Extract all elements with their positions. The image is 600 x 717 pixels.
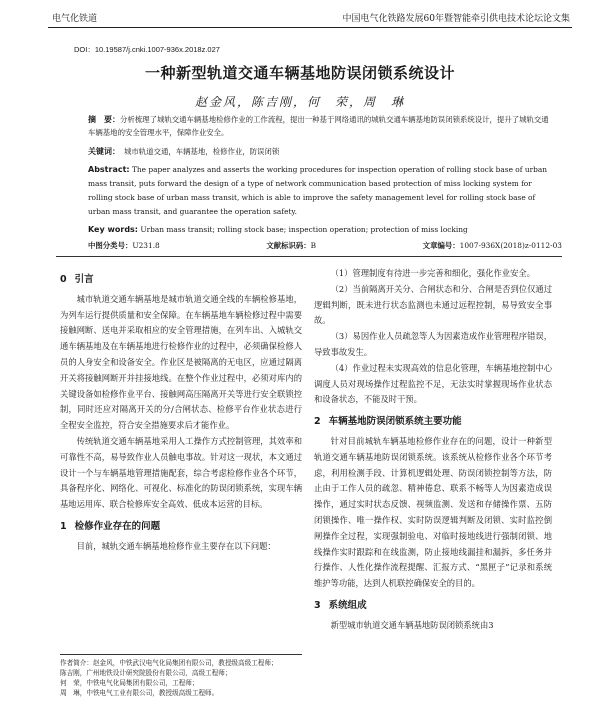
- keywords-en-text: Urban mass transit; rolling stock base; inspection operation; protection of miss locking: [140, 225, 468, 234]
- running-header: [52, 10, 570, 24]
- abstract-en-text: The paper analyzes and asserts the working procedures for inspection operation of rolling stock base of urban mass transit, puts forward the design of a type of network communication based protection of miss locking system for rolling stock base of urban mass transit, which is able to improve the safety management level for rolling stock base of urban mass transit, and guarantee the operation safety.: [88, 165, 548, 216]
- document-code: 文献标识码：B: [266, 241, 317, 250]
- footnote-line: 周 琳，中铁电气工业有限公司，教授级高级工程师。: [60, 689, 219, 697]
- abstract-divider: [56, 256, 562, 257]
- authors: 赵金风，陈吉刚，何 荣，周 琳: [194, 95, 405, 109]
- doi: DOI：10.19587/j.cnki.1007-936x.2018z.027: [74, 45, 220, 54]
- paragraph: 目前，城轨交通车辆基地检修作业主要存在以下问题：: [76, 540, 276, 551]
- paragraph: 传统轨道交通车辆基地采用人工操作方式控制管理，其效率和可靠性不高，易导致作业人员触电事故。针对这一现状，本文通过设计一个与车辆基地管理措施配套，综合考虑检修作业各个环节，具备程序化、网络化、可视化、标准化的防误闭锁系统，实现车辆基地运用库、联合检修库安全高效、低成本运营的目标。: [60, 435, 302, 510]
- left-column: [60, 266, 302, 555]
- footnote-line: 陈吉刚，广州地铁设计研究院股份有限公司，高级工程师；: [60, 669, 232, 677]
- header-journal-name: 电气化铁道: [52, 13, 98, 24]
- footnote-line: 何 荣，中铁电气化局集团有限公司，工程师；: [60, 679, 199, 687]
- abstract-en: [88, 163, 556, 219]
- paragraph: （1）管理制度有待进一步完善和细化，强化作业安全。: [330, 268, 535, 278]
- header-rule: [48, 27, 572, 28]
- abstract-cn-label: 摘 要：: [88, 115, 120, 124]
- footnote: [60, 654, 302, 698]
- paper-title: 一种新型轨道交通车辆基地防误闭锁系统设计: [144, 64, 455, 82]
- paragraph: 针对目前城轨车辆基地检修作业存在的问题，设计一种新型轨道交通车辆基地防误闭锁系统。该系统从检修作业各个环节考虑，利用检测手段、计算机逻辑处理、防误闭锁控制等方法，防止由于工作人员的疏忽、精神倦怠、联系不畅等人为因素造成误操作，通过实时状态反馈、视频监测、发送和存储操作票、五防闭锁操作、唯一操作权、实时防误逻辑判断及闭锁、实时监控倒闸操作全过程，实现强制验电、对临时接地线进行强制闭锁、地线操作实时跟踪和在线监测，防止接地线漏挂和漏拆，多任务并行操作、人性化操作流程提醒、汇报方式、“黑匣子”记录和系统维护等功能，达到人机联控确保安全的目的。: [314, 435, 552, 589]
- paragraph: 城市轨道交通车辆基地是城市轨道交通全线的车辆检修基地，为列车运行提供质量和安全保障。在车辆基地车辆检修过程中需要接触网断、送电并采取相应的安全管理措施，在列车出、入城轨交通车辆基地及在车辆基地进行检修作业的过程中，必须确保检修人员的人身安全和设备安全。作业区是被隔离的无电区，应通过隔离开关将接触网断开并挂接地线。在整个作业过程中，必须对库内的关键设备如检修作业平台、接触网高压隔离开关等进行安全联锁控制，同时还应对隔离开关的分/合闸状态、检修平台作业状态进行全程安全监控，符合安全措施要求后才能作业。: [60, 293, 302, 431]
- right-column: [314, 266, 552, 634]
- keywords-cn-text: 城市轨道交通，车辆基地，检修作业，防误闭锁: [124, 147, 280, 156]
- classification-row: [88, 240, 562, 251]
- header-proceedings-name: 中国电气化铁路发展60年暨智能牵引供电技术论坛论文集: [342, 13, 570, 24]
- footnote-line: 作者简介：赵金风，中铁武汉电气化局集团有限公司，教授级高级工程师；: [60, 659, 278, 667]
- paragraph: （2）当前隔离开关分、合闸状态和分、合闸是否到位仅通过逻辑判断，既未进行状态监测也未通过远程控制，易导致安全事故。: [314, 283, 552, 326]
- paragraph: 新型城市轨道交通车辆基地防误闭锁系统由3: [330, 619, 494, 630]
- abstract-cn: [88, 113, 556, 139]
- section-0-heading: 0 引言: [60, 274, 94, 285]
- section-1-heading: 1 检修作业存在的问题: [60, 520, 161, 532]
- article-number: 文章编号：1007-936X(2018)z-0112-03: [422, 241, 562, 250]
- section-3-heading: 3 系统组成: [314, 599, 367, 611]
- keywords-en-label: Key words:: [88, 225, 139, 234]
- keywords-en: [88, 223, 556, 236]
- abstract-cn-text: 分析梳理了城轨交通车辆基地检修作业的工作流程，提出一种基于网络通讯的城轨交通车辆基地防误闭锁系统设计，提升了城轨交通车辆基地的安全管理水平，保障作业安全。: [88, 115, 549, 137]
- abstract-en-label: Abstract:: [88, 165, 130, 174]
- section-2-heading: 2 车辆基地防误闭锁系统主要功能: [314, 416, 462, 428]
- keywords-cn: [88, 145, 556, 158]
- clc-number: 中图分类号：U231.8: [88, 241, 160, 250]
- paragraph: （4）作业过程未实现高效的信息化管理，车辆基地控制中心调度人员对现场操作过程监控不足，无法实时掌握现场作业状态和设备状态，不能及时干预。: [314, 362, 552, 405]
- keywords-cn-label: 关键词：: [88, 147, 120, 156]
- paragraph: （3）易因作业人员疏忽等人为因素造成作业管理程序错误，导致事故发生。: [314, 331, 552, 357]
